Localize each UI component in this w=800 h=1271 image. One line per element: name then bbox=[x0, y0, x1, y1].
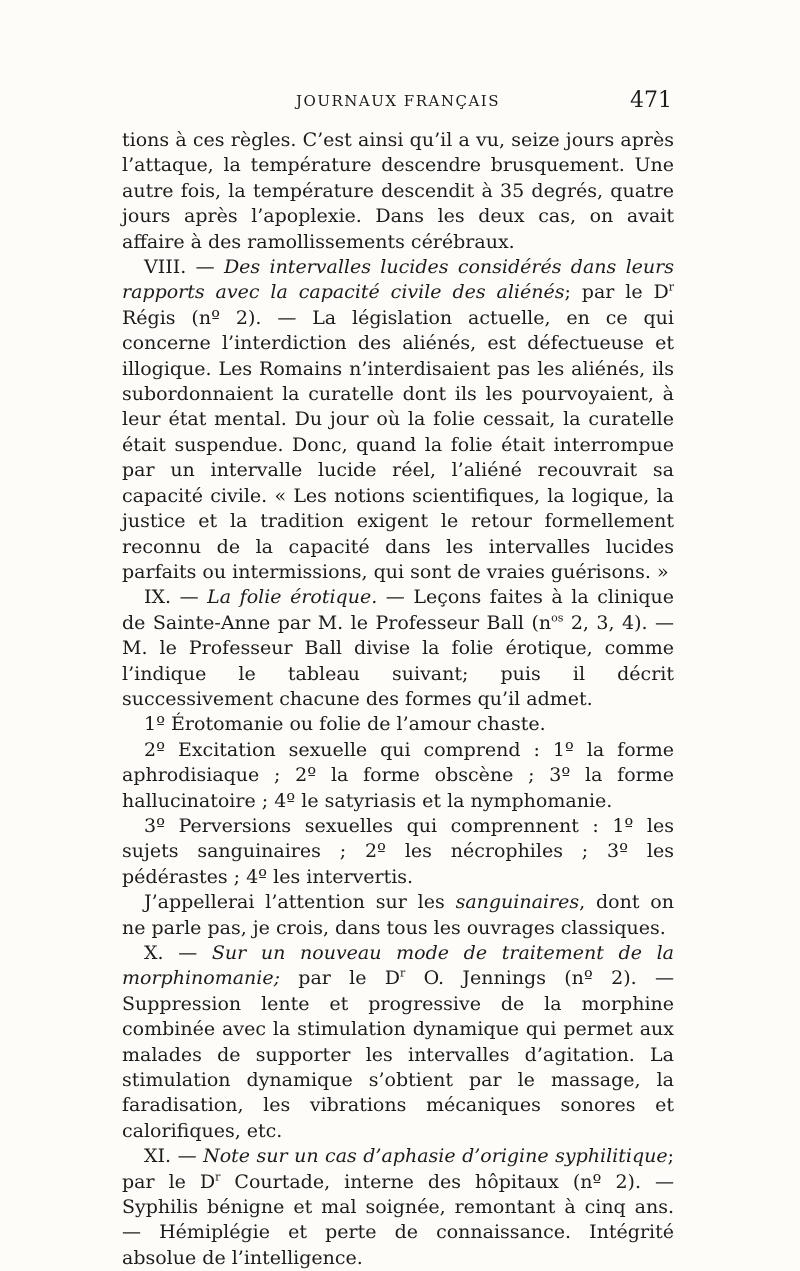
section-number: VIII. — bbox=[144, 256, 215, 279]
section-text: Courtade, interne des hôpitaux (nº 2). — Syphilis bénigne et mal soignée, remontant à cinq ans. — Hémiplégie et perte de connaissance. Intégrité absolue de l’intelligence. bbox=[122, 1170, 674, 1269]
running-head: JOURNAUX FRANÇAIS bbox=[296, 92, 500, 110]
section-title: Des intervalles lucides considérés dans leurs rapports avec la capacité civile des aliénés bbox=[122, 256, 674, 304]
section-text: — La législation actuelle, en ce qui concerne l’interdiction des aliénés, est défectueuse et illogique. Les Romains n’interdisaient pas les aliénés, ils subordonnaient la curatelle dont ils les pourvoyaient, à leur état mental. Du jour où la folie cessait, la curatelle était suspendue. Donc, quand la folie était interrompue par un intervalle lucide réel, l’aliéné recouvrait sa capacité civile. « Les notions scientifiques, la logique, la justice et la tradition exigent le retour formellement reconnu de la capacité dans les intervalles lucides parfaits ou intermissions, qui sont de vraies guérisons. » bbox=[122, 306, 674, 583]
author-prefix: ; par le D bbox=[122, 1145, 674, 1193]
doctor-superscript: r bbox=[215, 1170, 221, 1184]
list-item: 2º Excitation sexuelle qui comprend : 1º la forme aphrodisiaque ; 2º la forme obscène ; 3º la forme hallucinatoire ; 4º le satyriasis et la nymphomanie. bbox=[122, 738, 674, 812]
section-text: 2, 3, 4). — M. le Professeur Ball divise la folie érotique, comme l’indique le tableau suivant; puis il décrit successivement chacune des formes qu’il admet. bbox=[122, 611, 674, 710]
emphasis-word: sanguinaires bbox=[455, 891, 580, 914]
paragraph-continuation bbox=[122, 128, 674, 255]
comment-prefix: J’appellerai l’attention sur les bbox=[144, 891, 456, 914]
section-ix bbox=[122, 585, 674, 712]
page-header bbox=[122, 88, 674, 124]
section-viii bbox=[122, 255, 674, 585]
body-text bbox=[122, 128, 674, 1271]
section-title: Sur un nouveau mode de traitement de la morphinomanie; bbox=[122, 942, 675, 990]
list-item: 1º Érotomanie ou folie de l’amour chaste. bbox=[144, 713, 546, 736]
paragraph-text: tions à ces règles. C’est ainsi qu’il a vu, seize jours après l’attaque, la température descendre brusquement. Une autre fois, la température descendit à 35 degrés, quatre jours après l’apoplexie. Dans les deux cas, on avait affaire à des ramollissements cérébraux. bbox=[122, 129, 674, 253]
section-number: X. — bbox=[144, 942, 198, 964]
section-intro: — Leçons faites à la clinique de Sainte-Anne par M. le Professeur Ball (n bbox=[122, 586, 674, 634]
author-prefix: ; par le D bbox=[564, 281, 669, 304]
section-number: IX. — bbox=[144, 586, 199, 609]
section-xi bbox=[122, 1144, 674, 1271]
numero-superscript: os bbox=[551, 611, 564, 625]
comment-suffix: , dont on ne parle pas, je crois, dans tous les ouvrages classiques. bbox=[122, 891, 674, 939]
section-text: O. Jennings (nº 2). — Suppression lente et progressive de la morphine combinée avec la stimulation dynamique qui permet aux malades de supporter les intervalles d’agitation. La stimulation dynamique s’obtient par le massage, la faradisation, les vibrations mécaniques sonores et calorifiques, etc. bbox=[122, 967, 674, 1142]
section-title: Note sur un cas d’aphasie d’origine syphilitique bbox=[203, 1145, 668, 1168]
section-x bbox=[122, 941, 674, 1144]
section-title: La folie érotique. bbox=[207, 586, 378, 609]
author-prefix: par le D bbox=[280, 967, 401, 990]
list-item: 3º Perversions sexuelles qui comprennent : 1º les sujets sanguinaires ; 2º les nécrophiles ; 3º les pédérastes ; 4º les intervertis. bbox=[122, 814, 674, 888]
doctor-superscript: r bbox=[668, 281, 674, 295]
author-suffix: Régis (nº 2). bbox=[122, 306, 262, 329]
page-number: 471 bbox=[630, 88, 672, 113]
doctor-superscript: r bbox=[400, 967, 406, 981]
comment-paragraph bbox=[122, 890, 674, 941]
section-number: XI. — bbox=[144, 1145, 197, 1168]
